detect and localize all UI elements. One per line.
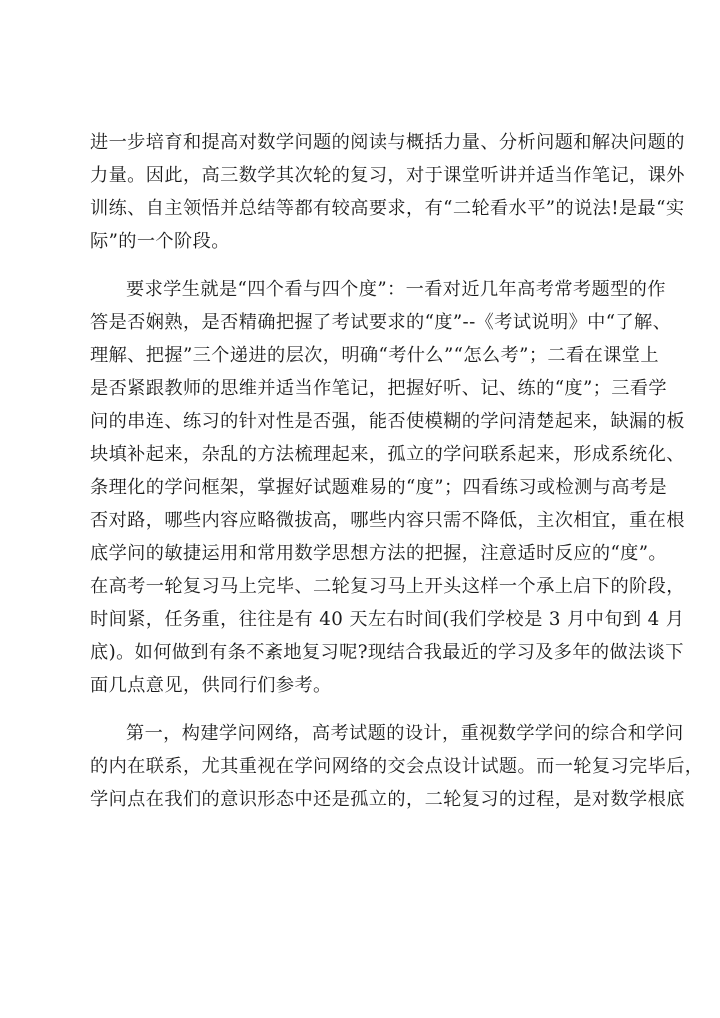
body-text — [90, 126, 704, 816]
text-line: 块填补起来，杂乱的方法梳理起来，孤立的学问联系起来，形成系统化、 — [90, 444, 685, 465]
text-line: 条理化的学问框架，掌握好试题难易的“度”；四看练习或检测与高考是 — [90, 477, 668, 498]
paragraph-2 — [90, 273, 685, 702]
text-line: 的内在联系，尤其重视在学问网络的交会点设计试题。而一轮复习完毕后， — [90, 756, 704, 777]
text-line: 底)。如何做到有条不紊地复习呢?现结合我最近的学习及多年的做法谈下 — [90, 642, 684, 663]
text-line: 第一，构建学问网络，高考试题的设计，重视数学学问的综合和学问 — [126, 723, 684, 744]
text-line: 训练、自主领悟并总结等都有较高要求，有“二轮看水平”的说法!是最“实 — [90, 198, 685, 219]
paragraph-1 — [90, 126, 685, 258]
text-line: 面几点意见，供同行们参考。 — [90, 675, 332, 696]
text-line: 在高考一轮复习马上完毕、二轮复习马上开头这样一个承上启下的阶段， — [90, 576, 685, 597]
paragraph-3 — [90, 717, 704, 816]
text-line: 时间紧，任务重，往往是有 40 天左右时间(我们学校是 3 月中旬到 4 月 — [90, 609, 685, 630]
text-line: 是否紧跟教师的思维并适当作笔记，把握好听、记、练的“度”；三看学 — [90, 378, 668, 399]
text-line: 否对路，哪些内容应略微拔高，哪些内容只需不降低，主次相宜，重在根 — [90, 510, 685, 531]
text-line: 要求学生就是“四个看与四个度”：一看对近几年高考常考题型的作 — [126, 279, 666, 300]
text-line: 问的串连、练习的针对性是否强，能否使模糊的学问清楚起来，缺漏的板 — [90, 411, 685, 432]
text-line: 答是否娴熟，是否精确把握了考试要求的“度”--《考试说明》中“了解、 — [90, 312, 672, 333]
text-line: 力量。因此，高三数学其次轮的复习，对于课堂听讲并适当作笔记，课外 — [90, 165, 685, 186]
text-line: 理解、把握”三个递进的层次，明确“考什么”“怎么考”；二看在课堂上 — [90, 345, 659, 366]
text-line: 进一步培育和提高对数学问题的阅读与概括力量、分析问题和解决问题的 — [90, 132, 685, 153]
text-line: 底学问的敏捷运用和常用数学思想方法的把握，注意适时反应的“度”。 — [90, 543, 668, 564]
text-line: 际”的一个阶段。 — [90, 231, 230, 252]
text-line: 学问点在我们的意识形态中还是孤立的，二轮复习的过程，是对数学根底 — [90, 789, 685, 810]
